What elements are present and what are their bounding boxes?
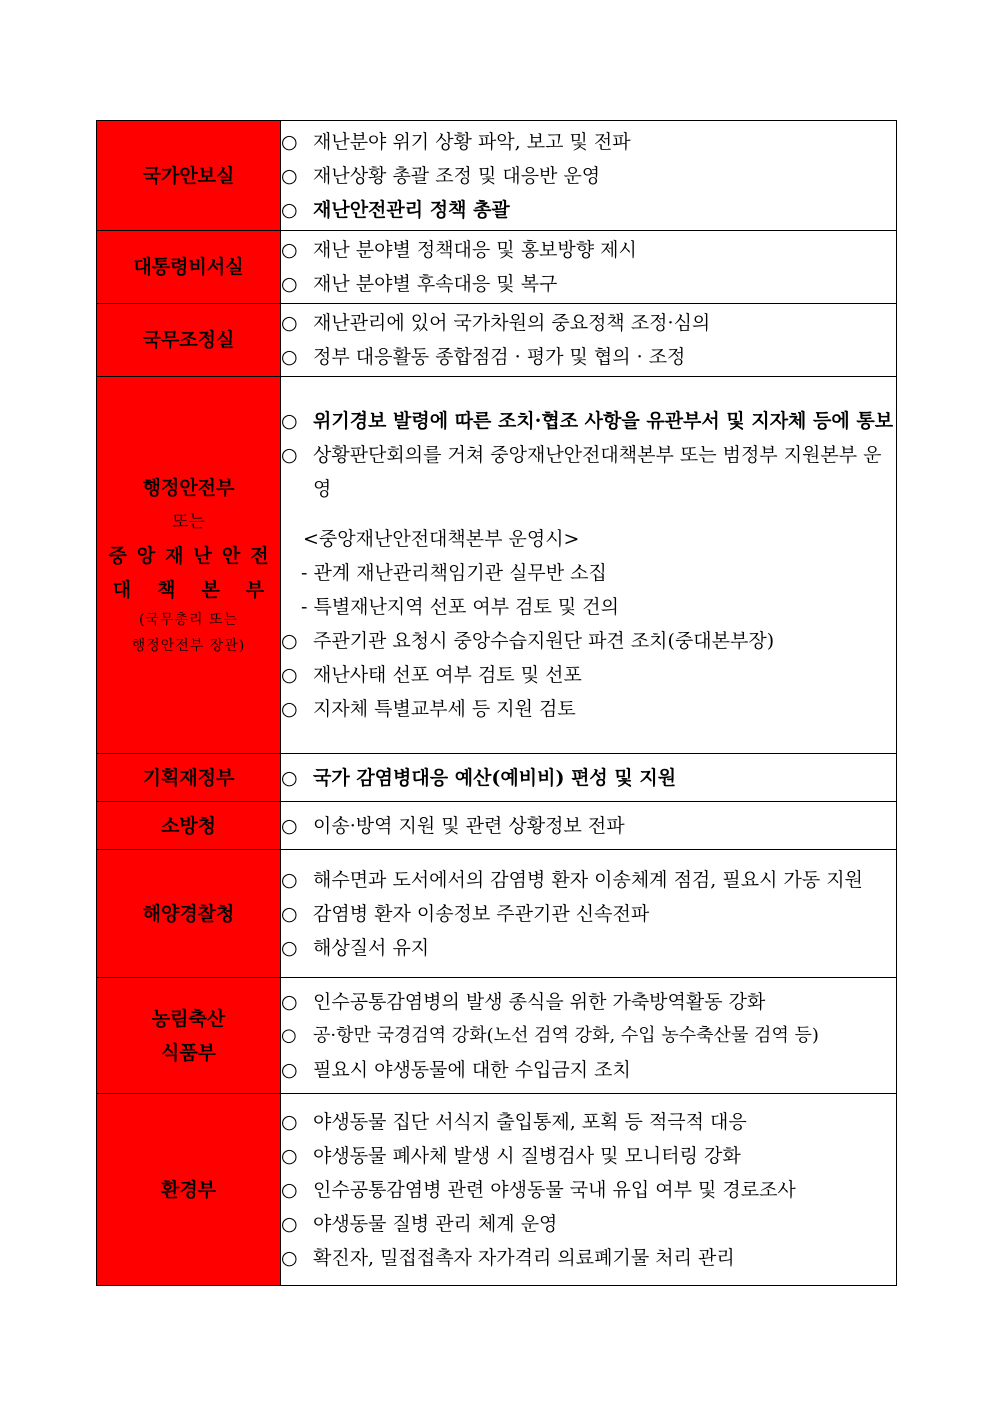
list-item: ○ 상황판단회의를 거쳐 중앙재난안전대책본부 또는 범정부 지원본부 운영 [281,444,882,500]
list-item: ○ 감염병 환자 이송정보 주관기관 신속전파 [281,902,650,925]
org-cell [97,850,281,978]
org-cell [97,1094,281,1286]
table-row [97,978,897,1094]
list-item: ○ 야생동물 집단 서식지 출입통제, 포획 등 적극적 대응 [281,1110,747,1133]
list-item: ○ 재난 분야별 정책대응 및 홍보방향 제시 [281,239,637,261]
list-item: ○ 재난 분야별 후속대응 및 복구 [281,273,558,295]
org-cell [97,121,281,231]
org-cell [97,754,281,802]
org-cell [97,304,281,377]
org-cell [97,978,281,1094]
list-item: ○ 확진자, 밀접접촉자 자가격리 의료폐기물 처리 관리 [281,1246,735,1269]
org-name: 국무조정실 [142,329,235,351]
org-name: 행정안전부 [142,477,235,499]
items-cell [281,304,897,377]
table-row [97,754,897,802]
responsibility-table [96,120,897,1286]
list-item: ○ 필요시 야생동물에 대한 수입금지 조치 [281,1058,631,1081]
list-item: ○ 재난사태 선포 여부 검토 및 선포 [281,664,582,686]
note-item: - 특별재난지역 선포 여부 검토 및 건의 [301,596,619,618]
list-item: ○ 인수공통감염병의 발생 종식을 위한 가축방역활동 강화 [281,990,766,1013]
list-item: ○ 재난관리에 있어 국가차원의 중요정책 조정·심의 [281,312,711,334]
org-name-connector: 또는 [172,512,205,532]
table-row [97,850,897,978]
org-name: 국가안보실 [142,164,235,187]
org-cell [97,231,281,304]
items-cell [281,1094,897,1286]
org-name: 대책본부 [112,579,291,601]
note-item: - 관계 재난관리책임기관 실무반 소집 [301,562,607,584]
list-item: ○ 해수면과 도서에서의 감염병 환자 이송체계 점검, 필요시 가동 지원 [281,868,863,891]
list-item: ○ 재난안전관리 정책 총괄 [281,198,510,221]
note-title: <중앙재난안전대책본부 운영시> [303,528,580,550]
items-cell [281,121,897,231]
items-cell [281,754,897,802]
org-cell [97,802,281,850]
table-row [97,121,897,231]
org-cell [97,377,291,754]
list-item: ○ 주관기관 요청시 중앙수습지원단 파견 조치(중대본부장) [281,630,775,652]
list-item: ○ 해상질서 유지 [281,936,430,959]
list-item: ○ 야생동물 폐사체 발생 시 질병검사 및 모니터링 강화 [281,1144,741,1167]
table-row [97,304,897,377]
org-name: 식품부 [160,1041,217,1064]
list-item: ○ 재난분야 위기 상황 파악, 보고 및 전파 [281,130,631,153]
org-name: 대통령비서실 [133,256,244,278]
items-cell [281,377,897,754]
items-cell [281,802,897,850]
list-item: ○ 재난상황 총괄 조정 및 대응반 운영 [281,164,601,187]
org-name: 환경부 [160,1178,217,1201]
table-row [97,377,897,754]
org-note: 행정안전부 장관) [131,638,246,654]
table-row [97,1094,897,1286]
items-cell [281,850,897,978]
list-item: ○ 인수공통감염병 관련 야생동물 국내 유입 여부 및 경로조사 [281,1178,796,1201]
items-cell [281,231,897,304]
list-item: ○ 위기경보 발령에 따른 조치·협조 사항을 유관부서 및 지자체 등에 통보 [281,410,894,432]
list-item: ○ 이송·방역 지원 및 관련 상황정보 전파 [281,814,625,837]
items-cell [281,978,897,1094]
list-item: ○ 지자체 특별교부세 등 지원 검토 [281,698,576,720]
org-note: (국무총리 또는 [138,612,239,628]
table-row [97,231,897,304]
org-name: 소방청 [160,814,217,837]
list-item: ○ 공·항만 국경검역 강화(노선 검역 강화, 수입 농수축산물 검역 등) [281,1024,819,1046]
list-item: ○ 국가 감염병대응 예산(예비비) 편성 및 지원 [281,766,677,789]
org-name: 농림축산 [151,1007,226,1030]
org-name: 중앙재난안전 [108,545,279,567]
table-row [97,802,897,850]
list-item: ○ 정부 대응활동 종합점검 · 평가 및 협의 · 조정 [281,346,686,368]
org-name: 기획재정부 [142,766,235,789]
list-item: ○ 야생동물 질병 관리 체계 운영 [281,1212,558,1235]
org-name: 해양경찰청 [142,902,235,925]
